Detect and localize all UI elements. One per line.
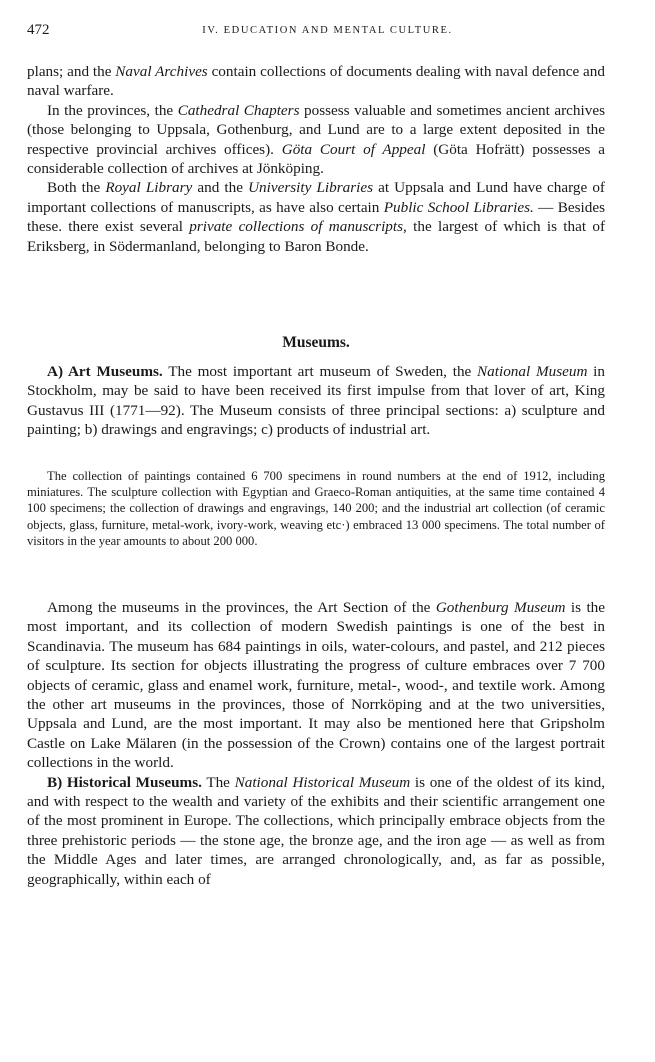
paragraph-provinces: In the provinces, the Cathedral Chapters possess valuable and sometimes ancient archives (those belonging to Uppsala, Gothenburg, and Lund are to a large extent deposited in the respective provincial archives offices). Göta Court of Appeal (Göta Hofrätt) possesses a considerable collection of archives at Jönköping. [27,101,605,178]
paragraph-historical-museums: B) Historical Museums. The National Historical Museum is one of the oldest of its kind, and with respect to the wealth and variety of the exhibits and their scientific arrangement one of the most prominent in Europe. The collections, which principally embrace objects from the three prehistoric periods — the stone age, the bronze age, and the iron age — as well as from the Middle Ages and later times, are arranged chronologically, and, as far as possible, geographically, within each of [27,773,605,888]
page-header [27,22,628,44]
paragraph-naval-archives: plans; and the Naval Archives contain collections of documents dealing with naval defence and naval warfare. [27,63,605,100]
museums-continued [27,598,605,889]
national-museum-statistics [27,468,605,549]
art-museums-paragraph [27,362,605,440]
section-title-museums: Museums. [282,334,350,351]
paragraph-libraries: Both the Royal Library and the University Libraries at Uppsala and Lund have charge of important collections of manuscripts, as have also certain Public School Libraries. — Besides these. there exist several private collections of manuscripts, the largest of which is that of Eriksberg, in Södermanland, belonging to Baron Bonde. [27,179,605,255]
page-number: 472 [27,22,50,38]
archives-section [27,62,605,256]
paragraph-art-museums: A) Art Museums. The most important art museum of Sweden, the National Museum in Stockholm, may be said to have been received its first impulse from that lover of art, King Gustavus III (1771—92). The Museum consists of three principal sections: a) sculpture and painting; b) drawings and engravings; c) products of industrial art. [27,363,605,439]
running-head: IV. EDUCATION AND MENTAL CULTURE. [202,25,453,36]
paragraph-provincial-museums: Among the museums in the provinces, the Art Section of the Gothenburg Museum is the most important, and its collection of modern Swedish paintings is one of the best in Scandinavia. The museum has 684 paintings in oils, water-colours, and pastel, and 212 pieces of sculpture. Its section for objects illustrating the progress of culture embraces over 7 700 objects of ceramic, glass and enamel work, furniture, metal-, wood-, and textile work. Among the other art museums in the provinces, those of Norrköping and at the two universities, Uppsala and Lund, are the most important. It may also be mentioned here that Gripsholm Castle on Lake Mälaren (in the possession of the Crown) contains one of the largest portrait collections in the world. [27,599,605,772]
paragraph-collection-statistics: The collection of paintings contained 6 700 specimens in round numbers at the end of 1912, including miniatures. The sculpture collection with Egyptian and Graeco-Roman antiquities, at the same time contained 4 100 specimens; the collection of drawings and engravings, 140 200; and the industrial art collection (of ceramic objects, glass, furniture, metal-work, ivory-work, weaving etc·) embraced 13 000 specimens. The total number of visitors in the year amounts to about 200 000. [27,469,605,548]
